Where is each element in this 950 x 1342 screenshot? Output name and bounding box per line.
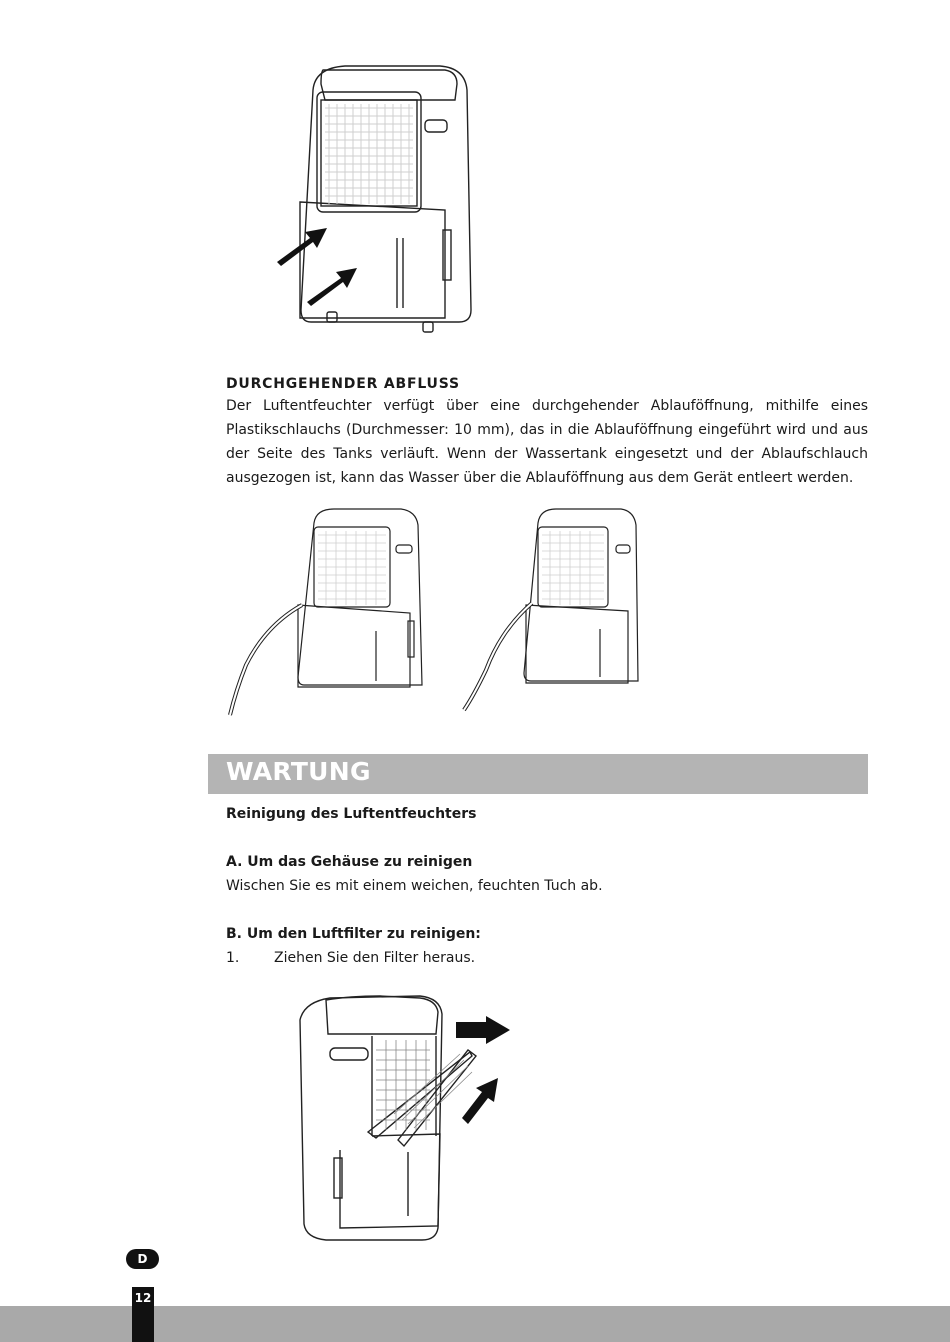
dehumidifier-tank-illustration <box>265 60 485 340</box>
part-a-text: Wischen Sie es mit einem weichen, feuchten Tuch ab. <box>226 878 603 894</box>
maintenance-banner-title: WARTUNG <box>226 757 371 786</box>
drain-hose-illustration <box>226 505 646 730</box>
continuous-drain-paragraph: Der Luftentfeuchter verfügt über eine durchgehender Ablauföffnung, mithilfe eines Plastikschlauchs (Durchmesser: 10 mm), das in die Ablauföffnung eingeführt wird und aus der Seite des Tanks verläuft. Wenn der Wassertank eingesetzt und der Ablaufschlauch ausgezogen ist, kann das Wasser über die Ablauföffnung aus dem Gerät entleert werden. <box>226 398 868 486</box>
cleaning-subheading: Reinigung des Luftentfeuchters <box>226 806 477 822</box>
page-number <box>132 1287 154 1342</box>
step-number: 1. <box>226 950 240 966</box>
maintenance-banner <box>208 754 868 794</box>
part-a-title: A. Um das Gehäuse zu reinigen <box>226 854 473 870</box>
part-b-title: B. Um den Luftfilter zu reinigen: <box>226 926 481 942</box>
step-text: Ziehen Sie den Filter heraus. <box>274 950 476 966</box>
language-badge: D <box>126 1249 159 1269</box>
filter-removal-illustration <box>290 990 520 1245</box>
section-heading-continuous-drain: DURCHGEHENDER ABFLUSS <box>226 376 460 392</box>
page-number-label: 12 <box>134 1291 152 1305</box>
